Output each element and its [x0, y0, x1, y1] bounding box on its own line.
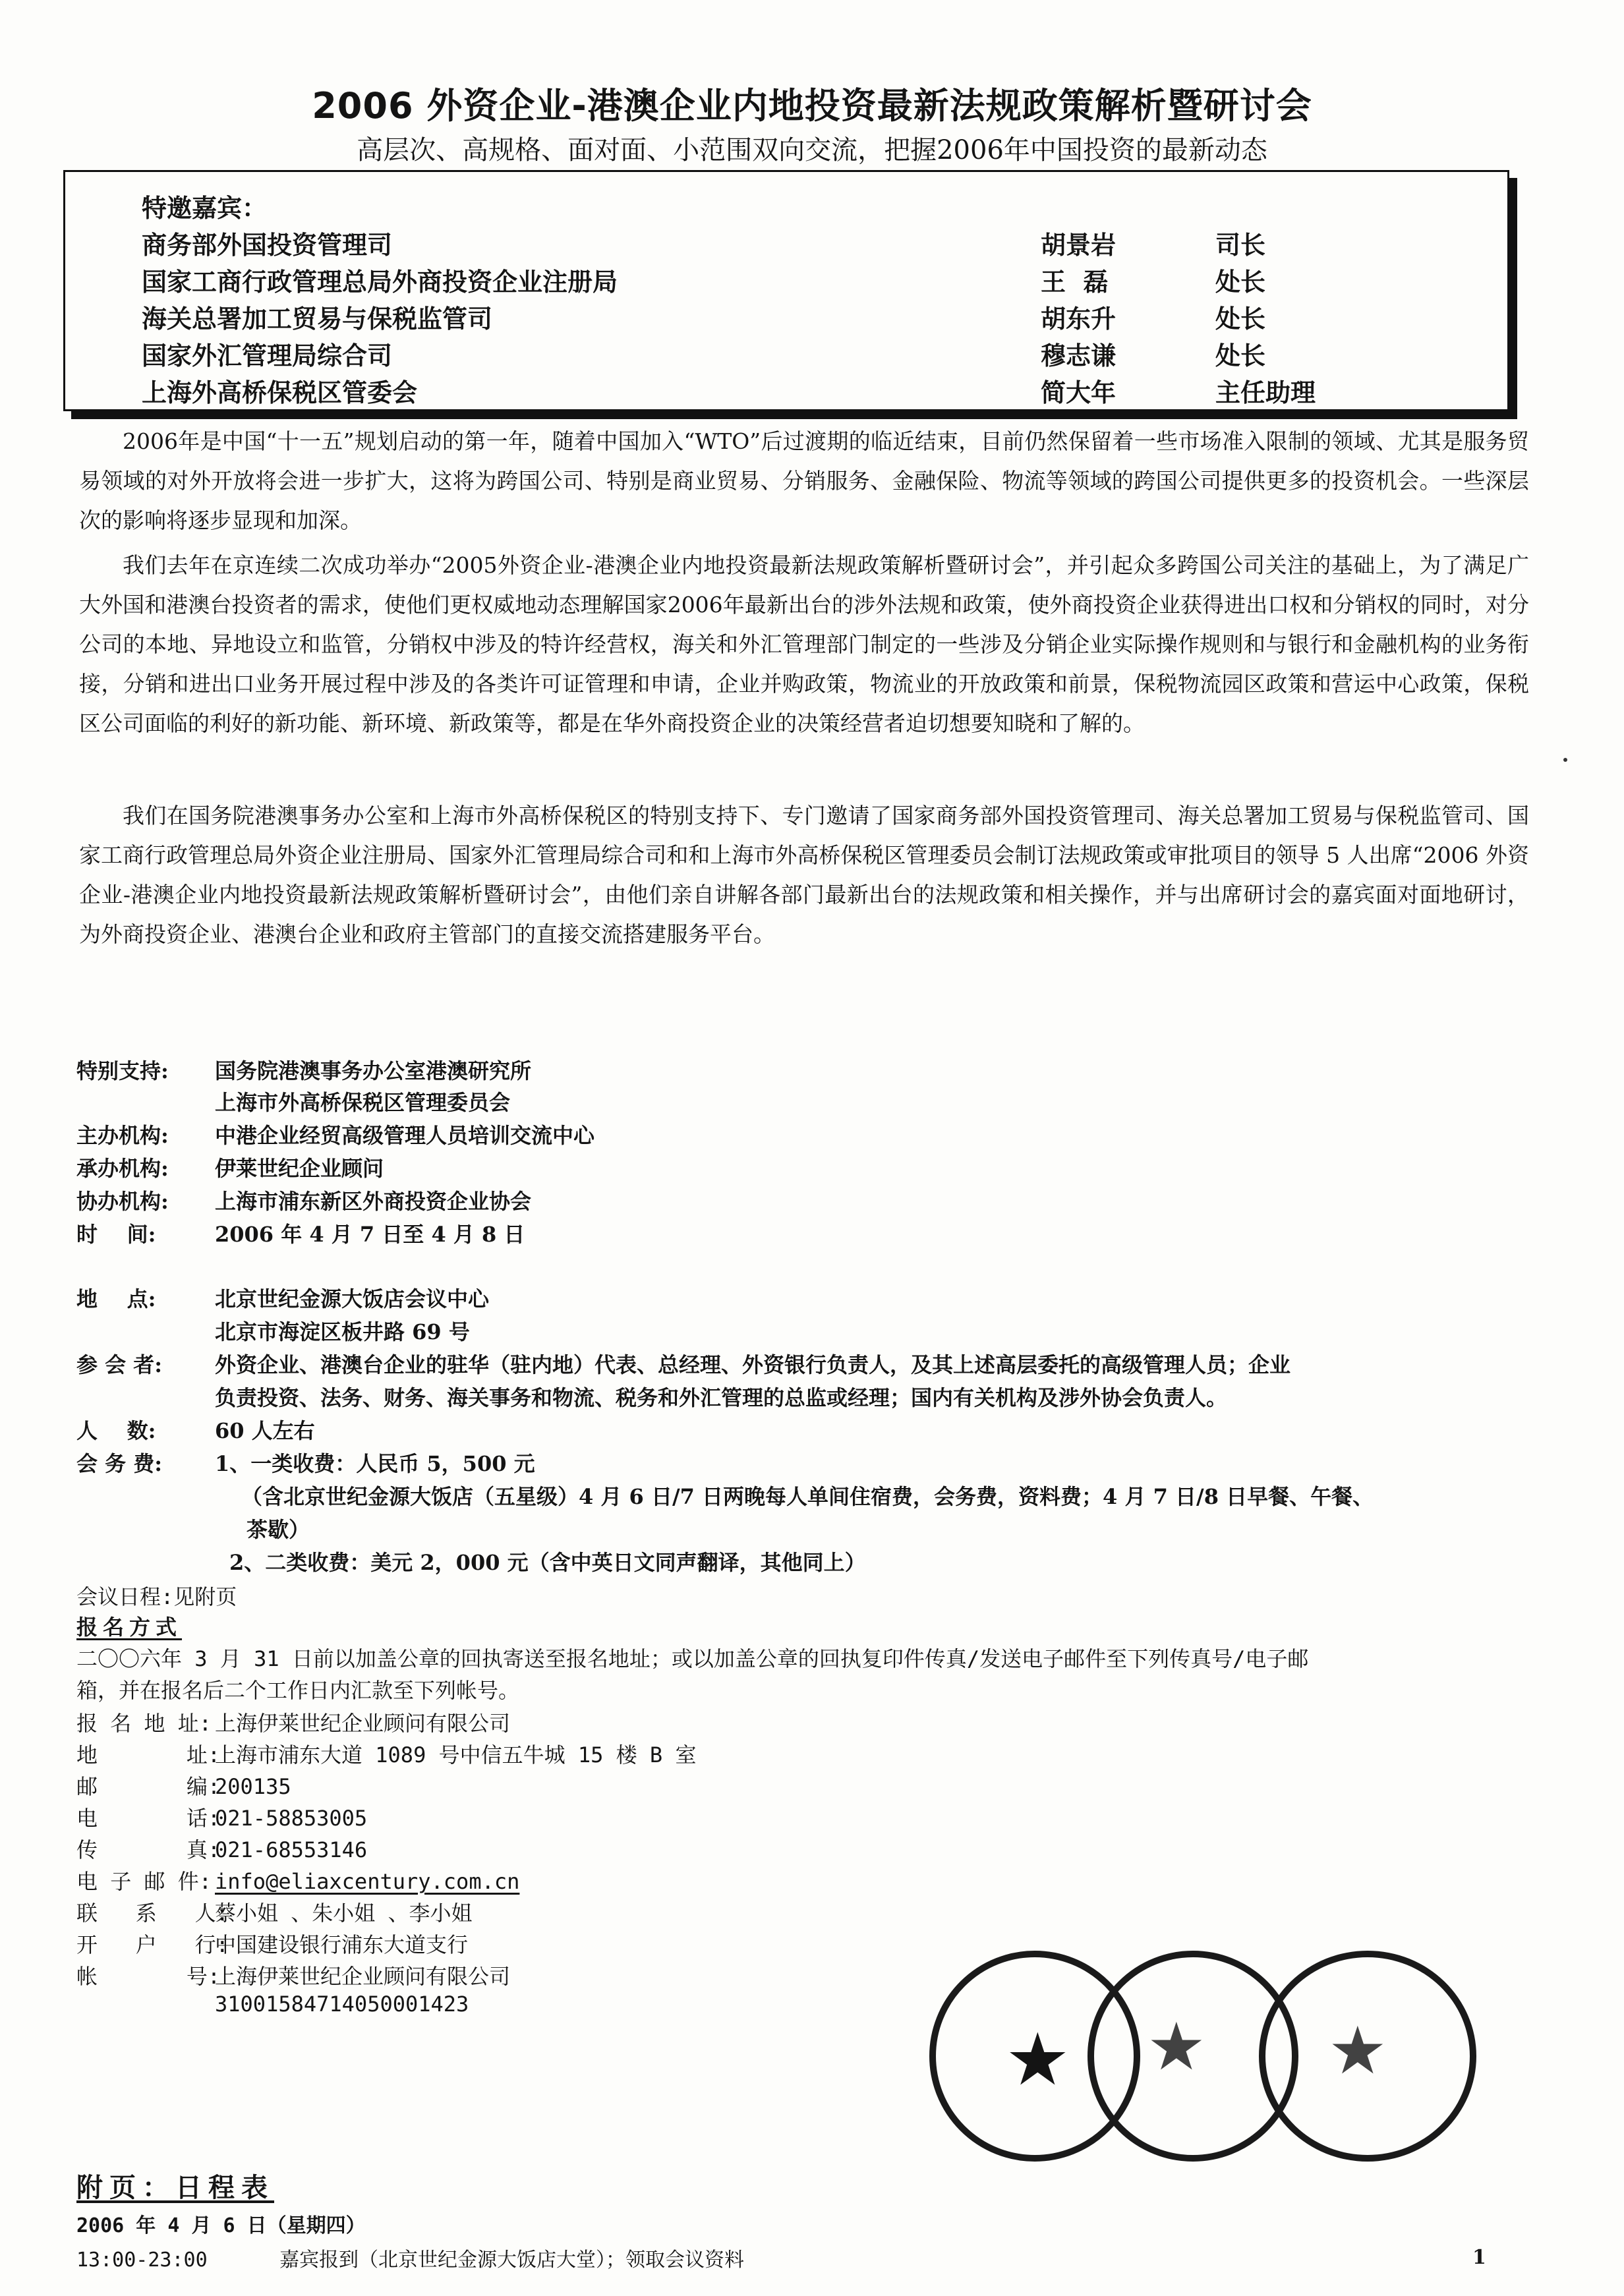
attendee-value: 外资企业、港澳台企业的驻华（驻内地）代表、总经理、外资银行负责人，及其上述高层委托的高级管理人员；企业 — [215, 1352, 1291, 1377]
time-value: 2006 年 4 月 7 日至 4 月 8 日 — [215, 1222, 525, 1247]
page-title: 2006 外资企业-港澳企业内地投资最新法规政策解析暨研讨会 — [312, 85, 1312, 127]
registration-heading: 报名方式 — [76, 1615, 183, 1640]
guest-name: 胡景岩 — [1041, 231, 1116, 260]
guest-title: 处长 — [1215, 304, 1266, 333]
postcode-row: 邮 编:200135 — [76, 1774, 291, 1799]
host-value: 中港企业经贸高级管理人员培训交流中心 — [215, 1123, 595, 1148]
venue-row: 地 点: 北京世纪金源大饭店会议中心 — [76, 1286, 490, 1311]
page-number: 1 — [1472, 2246, 1486, 2269]
scan-speck — [1563, 758, 1567, 762]
venue-address: 北京市海淀区板井路 69 号 — [215, 1319, 470, 1344]
attendee-value-cont: 负责投资、法务、财务、海关事务和物流、税务和外汇管理的总监或经理；国内有关机构及涉外协会负责人。 — [215, 1385, 1228, 1410]
account-row: 帐 号:上海伊莱世纪企业顾问有限公司 — [76, 1964, 511, 1989]
fax-row: 传 真:021-68553146 — [76, 1837, 368, 1862]
schedule-time: 13:00-23:00 — [76, 2249, 208, 2272]
guest-org: 商务部外国投资管理司 — [142, 231, 393, 260]
bank-row: 开 户 行:中国建设银行浦东大道支行 — [76, 1932, 469, 1957]
address-row: 地 址:上海市浦东大道 1089 号中信五牛城 15 楼 B 室 — [76, 1742, 697, 1767]
waigaoqiao-seal — [1259, 1951, 1476, 2162]
registration-text: 二〇〇六年 3 月 31 日前以加盖公章的回执寄送至报名地址；或以加盖公章的回执复印件传真/发送电子邮件至下列传真号/电子邮 — [76, 1646, 1309, 1671]
fee-class-1-note: （含北京世纪金源大饭店（五星级）4 月 6 日/7 日两晚每人单间住宿费，会务费，资料费；4 月 7 日/8 日早餐、午餐、 — [241, 1484, 1374, 1509]
email-row: 电 子 邮 件: info@eliaxcentury.com.cn — [76, 1869, 520, 1894]
intro-paragraph-3: 我们在国务院港澳事务办公室和上海市外高桥保税区的特别支持下、专门邀请了国家商务部外国投资管理司、海关总署加工贸易与保税监管司、国家工商行政管理总局外资企业注册局、国家外汇管理局综合司和和上海市外高桥保税区管理委员会制订法规政策或审批项目的领导 5 人出席“2006 外资企业-港澳企业内地投资最新法规政策解析暨研讨会”，由他们亲自讲解各部门最新出台的法规政策和相关操作，并与出席研讨会的嘉宾面对面地研讨，为外商投资企业、港澳台企业和政府主管部门的直接交流搭建服务平台。 — [79, 803, 1529, 947]
co-organizer-value: 上海市浦东新区外商投资企业协会 — [215, 1189, 532, 1214]
guest-org: 海关总署加工贸易与保税监管司 — [142, 304, 493, 333]
fee-class-1-note-cont: 茶歇） — [246, 1517, 310, 1542]
guest-name: 王 磊 — [1041, 268, 1109, 297]
guest-title: 司长 — [1215, 231, 1266, 260]
guest-org: 国家工商行政管理总局外商投资企业注册局 — [142, 268, 618, 297]
phone-row: 电 话:021-58853005 — [76, 1806, 368, 1831]
account-number: 31001584714050001423 — [215, 1992, 469, 2017]
registration-text-cont: 箱，并在报名后二个工作日内汇款至下列帐号。 — [76, 1678, 520, 1703]
count-value: 60 人左右 — [215, 1418, 315, 1443]
guest-name: 胡东升 — [1041, 304, 1116, 333]
fee-row: 会 务 费: 1、一类收费：人民币 5，500 元 — [76, 1451, 535, 1476]
host-row: 主办机构: 中港企业经贸高级管理人员培训交流中心 — [76, 1123, 595, 1148]
star-icon: ★ — [1328, 2012, 1387, 2089]
star-icon: ★ — [1147, 2008, 1206, 2085]
guest-heading: 特邀嘉宾： — [142, 194, 268, 223]
count-row: 人 数: 60 人左右 — [76, 1418, 315, 1443]
appendix-heading: 附页：日程表 — [76, 2172, 274, 2203]
guest-title: 处长 — [1215, 341, 1266, 370]
guest-name: 穆志谦 — [1041, 341, 1116, 370]
organizer-row: 承办机构: 伊莱世纪企业顾问 — [76, 1156, 384, 1181]
fee-class-2: 2、二类收费：美元 2，000 元（含中英日文同声翻译，其他同上） — [229, 1550, 866, 1575]
attendee-row: 参 会 者: 外资企业、港澳台企业的驻华（驻内地）代表、总经理、外资银行负责人，及其上述高层委托的高级管理人员；企业 — [76, 1352, 1291, 1377]
schedule-item — [76, 2243, 744, 2272]
guest-row — [65, 299, 1507, 331]
special-support-row: 特别支持: 国务院港澳事务办公室港澳研究所 — [76, 1058, 532, 1083]
special-support-value: 上海市外高桥保税区管理委员会 — [215, 1090, 511, 1115]
intro-paragraph-1: 2006年是中国“十一五”规划启动的第一年，随着中国加入“WTO”后过渡期的临近结束，目前仍然保留着一些市场准入限制的领域、尤其是服务贸易领域的对外开放将会进一步扩大，这将为跨国公司、特别是商业贸易、分销服务、金融保险、物流等领域的跨国公司提供更多的投资机会。一些深层次的影响将逐步显现和加深。 — [79, 428, 1529, 533]
star-icon: ★ — [1005, 2017, 1070, 2102]
guest-row — [65, 335, 1507, 368]
venue-value: 北京世纪金源大饭店会议中心 — [215, 1286, 490, 1311]
schedule-desc: 嘉宾报到（北京世纪金源大饭店大堂）；领取会议资料 — [279, 2249, 744, 2272]
guest-title: 处长 — [1215, 268, 1266, 297]
guest-org: 国家外汇管理局综合司 — [142, 341, 393, 370]
co-organizer-row: 协办机构: 上海市浦东新区外商投资企业协会 — [76, 1189, 532, 1214]
appendix-day: 2006 年 4 月 6 日（星期四） — [76, 2214, 366, 2237]
page-subtitle: 高层次、高规格、面对面、小范围双向交流，把握2006年中国投资的最新动态 — [357, 135, 1267, 165]
guest-name: 简大年 — [1041, 378, 1116, 407]
guest-box — [63, 170, 1509, 411]
organizer-value: 伊莱世纪企业顾问 — [215, 1156, 384, 1181]
schedule-row: 会议日程:见附页 — [76, 1584, 237, 1609]
special-support-value: 国务院港澳事务办公室港澳研究所 — [215, 1058, 532, 1083]
contact-row: 联 系 人:蔡小姐 、朱小姐 、李小姐 — [76, 1901, 473, 1926]
guest-row — [65, 262, 1507, 295]
schedule-value: 见附页 — [173, 1584, 237, 1609]
email-link[interactable]: info@eliaxcentury.com.cn — [215, 1869, 520, 1894]
guest-org: 上海外高桥保税区管委会 — [142, 378, 418, 407]
guest-row — [65, 372, 1507, 405]
guest-title: 主任助理 — [1215, 378, 1316, 407]
time-row: 时 间: 2006 年 4 月 7 日至 4 月 8 日 — [76, 1222, 525, 1247]
fee-class-1: 1、一类收费：人民币 5，500 元 — [215, 1451, 535, 1476]
intro-paragraph-2: 我们去年在京连续二次成功举办“2005外资企业-港澳企业内地投资最新法规政策解析暨研讨会”，并引起众多跨国公司关注的基础上，为了满足广大外国和港澳台投资者的需求，使他们更权威地动态理解国家2006年最新出台的涉外法规和政策，使外商投资企业获得进出口权和分销权的同时，对分公司的本地、异地设立和监管，分销权中涉及的特许经营权，海关和外汇管理部门制定的一些涉及分销企业实际操作规则和与银行和金融机构的业务衔接，分销和进出口业务开展过程中涉及的各类许可证管理和申请，企业并购政策，物流业的开放政策和前景，保税物流园区政策和营运中心政策，保税区公司面临的利好的新功能、新环境、新政策等，都是在华外商投资企业的决策经营者迫切想要知晓和了解的。 — [79, 552, 1529, 736]
reg-address-row: 报 名 地 址: 上海伊莱世纪企业顾问有限公司 — [76, 1711, 511, 1736]
guest-row — [65, 225, 1507, 258]
